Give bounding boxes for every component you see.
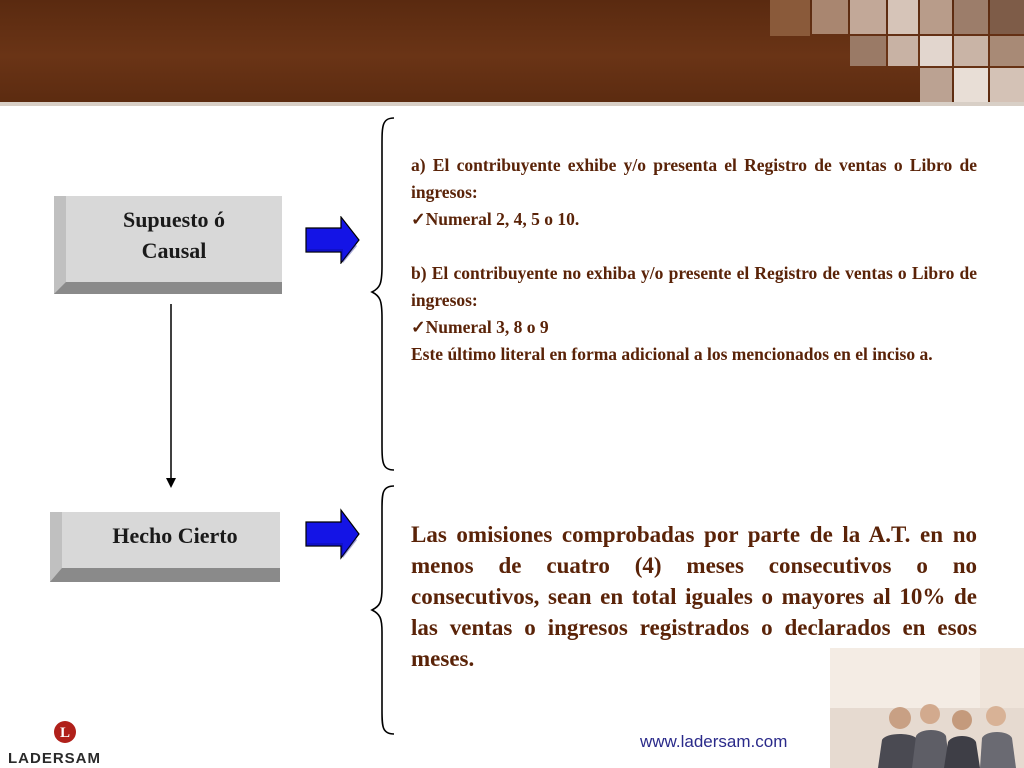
website-link[interactable]: www.ladersam.com [640, 732, 788, 751]
business-people-photo [830, 648, 1024, 768]
case-a-item: ✓Numeral 2, 4, 5 o 10. [411, 209, 580, 229]
ladersam-logo [6, 718, 126, 764]
hecho-cierto-details: Las omisiones comprobadas por parte de la A.T. en no menos de cuatro (4) meses consecutivos o no consecutivos, sean en total iguales o mayores al 10% de las ventas o ingresos registrados o declarados en esos meses. [411, 522, 977, 671]
right-arrow-icon [305, 216, 361, 264]
hecho-cierto-box [50, 512, 280, 582]
supuesto-causal-box [54, 196, 282, 294]
right-arrow-icon [305, 508, 361, 560]
svg-text:LADERSAM: LADERSAM [8, 750, 101, 764]
hecho-cierto-label: Hecho Cierto [112, 523, 238, 548]
down-arrow [160, 304, 184, 490]
header-banner [0, 0, 1024, 106]
left-brace [368, 116, 398, 472]
case-b-title: b) El contribuyente no exhiba y/o presente el Registro de ventas o Libro de ingresos: [411, 263, 977, 310]
case-a-title: a) El contribuyente exhibe y/o presenta el Registro de ventas o Libro de ingresos: [411, 155, 977, 202]
supuesto-causal-label: Supuesto ó Causal [122, 207, 226, 263]
spacer [411, 233, 977, 260]
left-brace [368, 484, 398, 736]
supuesto-details [411, 152, 977, 368]
case-b-item: ✓Numeral 3, 8 o 9 [411, 317, 549, 337]
svg-text:L: L [59, 725, 71, 741]
case-b-note: Este último literal en forma adicional a los mencionados en el inciso a. [411, 344, 933, 364]
